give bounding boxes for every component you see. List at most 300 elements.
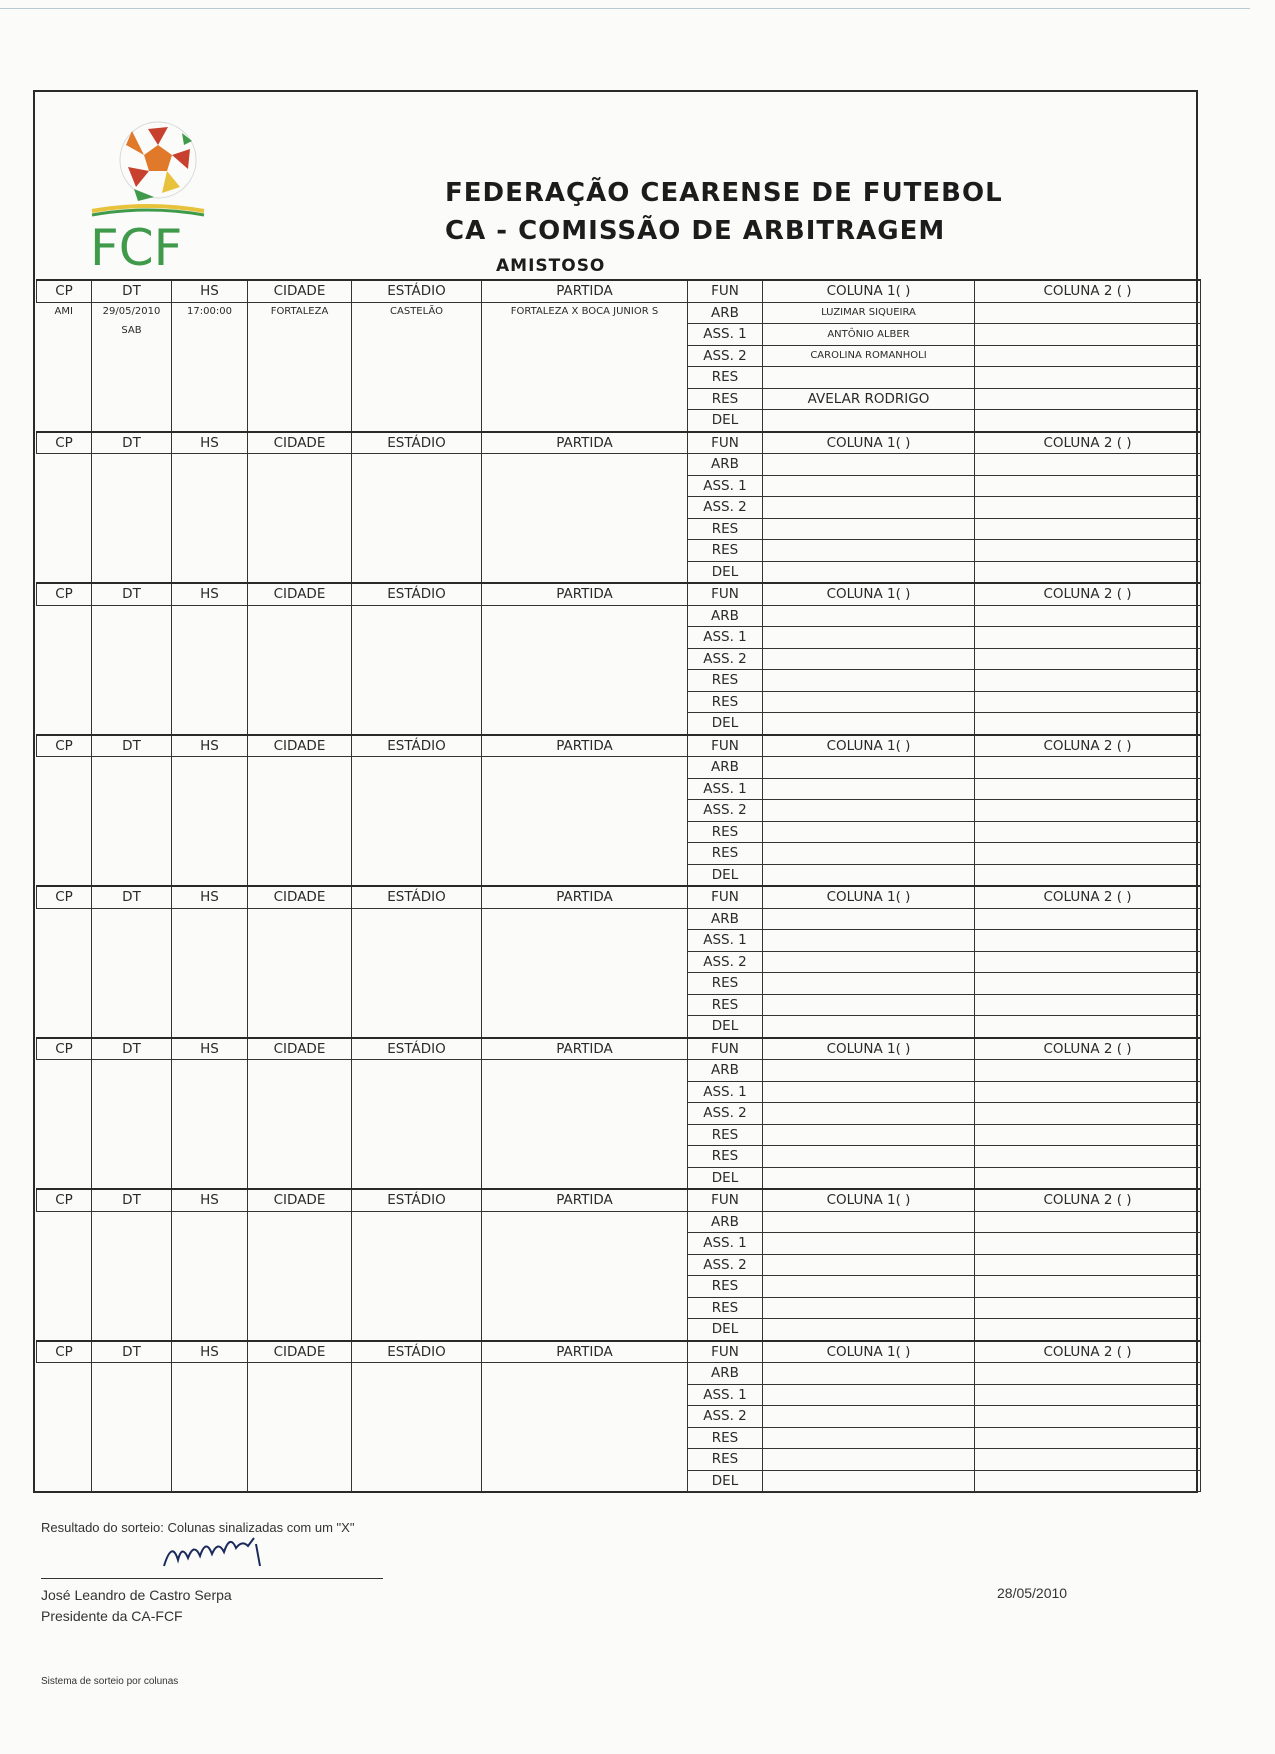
coluna2-cell xyxy=(975,648,1201,670)
match-estadio-cell xyxy=(352,1060,482,1190)
coluna1-cell xyxy=(763,1146,975,1168)
handwritten-signature xyxy=(160,1530,270,1572)
match-estadio-cell xyxy=(352,1363,482,1492)
match-partida-cell xyxy=(482,757,688,887)
col-estadio-header: ESTÁDIO xyxy=(352,886,482,908)
col-dt-header: DT xyxy=(92,1341,172,1363)
col-estadio-header: ESTÁDIO xyxy=(352,280,482,302)
function-label: ASS. 2 xyxy=(688,1254,763,1276)
coluna2-cell xyxy=(975,1319,1201,1341)
function-label: ARB xyxy=(688,302,763,324)
coluna2-cell xyxy=(975,843,1201,865)
match-cp: AMI xyxy=(54,305,73,317)
coluna1-cell xyxy=(763,518,975,540)
soccer-ball-icon xyxy=(120,122,196,201)
col-fun-header: FUN xyxy=(688,886,763,908)
function-label: RES xyxy=(688,1297,763,1319)
function-label: ARB xyxy=(688,605,763,627)
col-dt-header: DT xyxy=(92,432,172,454)
col-hs-header: HS xyxy=(172,886,248,908)
match-cidade-cell xyxy=(248,605,352,735)
col-dt-header: DT xyxy=(92,1038,172,1060)
coluna2-cell xyxy=(975,778,1201,800)
col-coluna2-header: COLUNA 2 ( ) xyxy=(975,1189,1201,1211)
function-label: ASS. 2 xyxy=(688,1103,763,1125)
match-cp-cell xyxy=(37,757,92,887)
col-fun-header: FUN xyxy=(688,1038,763,1060)
match-hs-cell xyxy=(172,302,248,432)
col-dt-header: DT xyxy=(92,583,172,605)
col-partida-header: PARTIDA xyxy=(482,886,688,908)
match-dt-cell xyxy=(92,1060,172,1190)
col-cidade-header: CIDADE xyxy=(248,886,352,908)
match-partida: FORTALEZA X BOCA JUNIOR S xyxy=(510,305,659,317)
block-header-row xyxy=(37,432,1201,454)
col-estadio-header: ESTÁDIO xyxy=(352,432,482,454)
coluna2-cell xyxy=(975,518,1201,540)
coluna2-cell xyxy=(975,994,1201,1016)
match-cp-cell xyxy=(37,302,92,432)
coluna1-cell xyxy=(763,930,975,952)
match-hs-cell xyxy=(172,757,248,887)
col-dt-header: DT xyxy=(92,280,172,302)
coluna1-cell xyxy=(763,1297,975,1319)
col-estadio-header: ESTÁDIO xyxy=(352,1341,482,1363)
coluna1-cell: AVELAR RODRIGO xyxy=(763,388,975,410)
col-hs-header: HS xyxy=(172,432,248,454)
coluna1-cell xyxy=(763,1167,975,1189)
coluna2-cell xyxy=(975,1233,1201,1255)
coluna2-cell xyxy=(975,1406,1201,1428)
match-partida-cell xyxy=(482,908,688,1038)
coluna1-cell xyxy=(763,648,975,670)
coluna2-cell xyxy=(975,1254,1201,1276)
coluna2-cell xyxy=(975,930,1201,952)
coluna2-cell xyxy=(975,1470,1201,1492)
match-estadio: CASTELÃO xyxy=(390,305,443,317)
assignment-table xyxy=(36,279,1201,1492)
coluna2-cell xyxy=(975,1427,1201,1449)
coluna2-cell xyxy=(975,497,1201,519)
block-header-row xyxy=(37,886,1201,908)
col-coluna2-header: COLUNA 2 ( ) xyxy=(975,1038,1201,1060)
coluna2-cell xyxy=(975,1297,1201,1319)
function-label: ASS. 1 xyxy=(688,1081,763,1103)
coluna2-cell xyxy=(975,691,1201,713)
coluna1-cell xyxy=(763,1470,975,1492)
coluna2-cell xyxy=(975,1081,1201,1103)
match-cp-cell xyxy=(37,908,92,1038)
coluna2-cell xyxy=(975,345,1201,367)
block-header-row xyxy=(37,1038,1201,1060)
col-cidade-header: CIDADE xyxy=(248,1038,352,1060)
coluna1-cell xyxy=(763,1384,975,1406)
coluna1-cell xyxy=(763,713,975,735)
col-coluna2-header: COLUNA 2 ( ) xyxy=(975,583,1201,605)
match-partida-cell xyxy=(482,1060,688,1190)
function-label: ARB xyxy=(688,1060,763,1082)
match-hs-cell xyxy=(172,908,248,1038)
coluna2-cell xyxy=(975,1103,1201,1125)
match-cidade-cell xyxy=(248,302,352,432)
col-coluna1-header: COLUNA 1( ) xyxy=(763,1341,975,1363)
block-header-row xyxy=(37,583,1201,605)
function-label: ASS. 2 xyxy=(688,648,763,670)
coluna2-cell xyxy=(975,367,1201,389)
function-row xyxy=(37,1363,1201,1385)
function-label: ASS. 1 xyxy=(688,324,763,346)
col-cp-header: CP xyxy=(37,280,92,302)
col-coluna1-header: COLUNA 1( ) xyxy=(763,886,975,908)
match-hs-cell xyxy=(172,454,248,584)
col-cp-header: CP xyxy=(37,886,92,908)
col-cidade-header: CIDADE xyxy=(248,1189,352,1211)
coluna1-cell xyxy=(763,1124,975,1146)
coluna2-cell xyxy=(975,1146,1201,1168)
match-cidade-cell xyxy=(248,454,352,584)
function-label: ASS. 2 xyxy=(688,497,763,519)
col-coluna2-header: COLUNA 2 ( ) xyxy=(975,280,1201,302)
match-dt-cell xyxy=(92,908,172,1038)
col-cidade-header: CIDADE xyxy=(248,1341,352,1363)
col-cp-header: CP xyxy=(37,432,92,454)
coluna2-cell xyxy=(975,1211,1201,1233)
function-label: DEL xyxy=(688,1016,763,1038)
col-cp-header: CP xyxy=(37,1341,92,1363)
match-dt-cell xyxy=(92,454,172,584)
function-label: RES xyxy=(688,1276,763,1298)
col-cidade-header: CIDADE xyxy=(248,432,352,454)
function-row xyxy=(37,1060,1201,1082)
match-dt: 29/05/2010 xyxy=(102,305,161,317)
col-estadio-header: ESTÁDIO xyxy=(352,1038,482,1060)
coluna1-cell xyxy=(763,627,975,649)
match-hs-cell xyxy=(172,1363,248,1492)
match-cidade-cell xyxy=(248,757,352,887)
match-estadio-cell xyxy=(352,908,482,1038)
match-dt-cell xyxy=(92,605,172,735)
coluna1-cell xyxy=(763,908,975,930)
col-coluna1-header: COLUNA 1( ) xyxy=(763,1189,975,1211)
col-coluna2-header: COLUNA 2 ( ) xyxy=(975,735,1201,757)
match-cp-cell xyxy=(37,1060,92,1190)
signer-role: Presidente da CA-FCF xyxy=(41,1608,183,1624)
function-label: RES xyxy=(688,367,763,389)
function-label: RES xyxy=(688,691,763,713)
function-row xyxy=(37,908,1201,930)
coluna1-cell xyxy=(763,1363,975,1385)
coluna1-cell: LUZIMAR SIQUEIRA xyxy=(763,302,975,324)
col-fun-header: FUN xyxy=(688,432,763,454)
col-fun-header: FUN xyxy=(688,583,763,605)
function-label: RES xyxy=(688,994,763,1016)
function-label: ARB xyxy=(688,1363,763,1385)
system-note: Sistema de sorteio por colunas xyxy=(41,1676,179,1687)
col-hs-header: HS xyxy=(172,1189,248,1211)
coluna1-cell xyxy=(763,1406,975,1428)
coluna2-cell xyxy=(975,757,1201,779)
coluna1-cell: CAROLINA ROMANHOLI xyxy=(763,345,975,367)
coluna2-cell xyxy=(975,605,1201,627)
signer-block xyxy=(41,1585,232,1627)
function-label: ASS. 2 xyxy=(688,345,763,367)
match-cidade-cell xyxy=(248,1211,352,1341)
function-label: DEL xyxy=(688,864,763,886)
match-hs-cell xyxy=(172,605,248,735)
col-cp-header: CP xyxy=(37,1189,92,1211)
coluna2-cell xyxy=(975,821,1201,843)
coluna1-cell: ANTÔNIO ALBER xyxy=(763,324,975,346)
col-hs-header: HS xyxy=(172,280,248,302)
col-cp-header: CP xyxy=(37,1038,92,1060)
coluna1-cell xyxy=(763,670,975,692)
coluna2-cell xyxy=(975,951,1201,973)
coluna2-cell xyxy=(975,1167,1201,1189)
function-label: RES xyxy=(688,973,763,995)
document-date: 28/05/2010 xyxy=(997,1585,1068,1601)
commission-title: CA - COMISSÃO DE ARBITRAGEM xyxy=(445,216,946,246)
col-hs-header: HS xyxy=(172,1038,248,1060)
function-row xyxy=(37,454,1201,476)
coluna2-cell xyxy=(975,540,1201,562)
function-label: RES xyxy=(688,1124,763,1146)
function-label: ARB xyxy=(688,454,763,476)
match-cidade-cell xyxy=(248,1060,352,1190)
function-label: DEL xyxy=(688,1319,763,1341)
coluna2-cell xyxy=(975,908,1201,930)
coluna1-cell xyxy=(763,1081,975,1103)
coluna1-cell xyxy=(763,454,975,476)
function-label: DEL xyxy=(688,561,763,583)
coluna2-cell xyxy=(975,1449,1201,1471)
col-partida-header: PARTIDA xyxy=(482,735,688,757)
coluna1-cell xyxy=(763,951,975,973)
col-hs-header: HS xyxy=(172,1341,248,1363)
coluna1-cell xyxy=(763,800,975,822)
match-partida-cell xyxy=(482,1363,688,1492)
col-estadio-header: ESTÁDIO xyxy=(352,583,482,605)
function-row xyxy=(37,757,1201,779)
match-estadio-cell xyxy=(352,302,482,432)
coluna2-cell xyxy=(975,475,1201,497)
function-label: DEL xyxy=(688,1470,763,1492)
coluna1-cell xyxy=(763,1276,975,1298)
match-cp-cell xyxy=(37,1211,92,1341)
coluna2-cell xyxy=(975,1384,1201,1406)
function-label: RES xyxy=(688,1427,763,1449)
function-label: ARB xyxy=(688,1211,763,1233)
federation-title: FEDERAÇÃO CEARENSE DE FUTEBOL xyxy=(445,178,1003,208)
col-dt-header: DT xyxy=(92,1189,172,1211)
block-header-row xyxy=(37,735,1201,757)
function-row xyxy=(37,302,1201,324)
function-row xyxy=(37,605,1201,627)
function-label: ASS. 1 xyxy=(688,1384,763,1406)
col-partida-header: PARTIDA xyxy=(482,1189,688,1211)
coluna2-cell xyxy=(975,1276,1201,1298)
coluna1-cell xyxy=(763,691,975,713)
coluna2-cell xyxy=(975,388,1201,410)
col-coluna1-header: COLUNA 1( ) xyxy=(763,280,975,302)
function-label: RES xyxy=(688,1449,763,1471)
competition-subtitle: AMISTOSO xyxy=(496,256,606,276)
function-label: ARB xyxy=(688,908,763,930)
coluna2-cell xyxy=(975,800,1201,822)
function-label: ASS. 2 xyxy=(688,951,763,973)
coluna2-cell xyxy=(975,561,1201,583)
match-cidade: FORTALEZA xyxy=(270,305,329,317)
block-header-row xyxy=(37,1189,1201,1211)
match-dt-cell xyxy=(92,302,172,432)
match-partida-cell xyxy=(482,1211,688,1341)
coluna1-cell xyxy=(763,1449,975,1471)
coluna1-cell xyxy=(763,864,975,886)
col-coluna1-header: COLUNA 1( ) xyxy=(763,735,975,757)
fcf-logo xyxy=(88,115,228,275)
col-coluna2-header: COLUNA 2 ( ) xyxy=(975,886,1201,908)
coluna1-cell xyxy=(763,1427,975,1449)
function-label: ASS. 1 xyxy=(688,627,763,649)
coluna1-cell xyxy=(763,757,975,779)
function-label: ASS. 1 xyxy=(688,930,763,952)
coluna2-cell xyxy=(975,324,1201,346)
match-cp-cell xyxy=(37,605,92,735)
signature-line xyxy=(41,1578,383,1579)
match-partida-cell xyxy=(482,302,688,432)
function-label: DEL xyxy=(688,1167,763,1189)
col-hs-header: HS xyxy=(172,735,248,757)
coluna2-cell xyxy=(975,1060,1201,1082)
col-estadio-header: ESTÁDIO xyxy=(352,735,482,757)
col-fun-header: FUN xyxy=(688,735,763,757)
col-partida-header: PARTIDA xyxy=(482,583,688,605)
coluna1-cell xyxy=(763,605,975,627)
match-estadio-cell xyxy=(352,757,482,887)
function-label: ASS. 1 xyxy=(688,1233,763,1255)
col-cidade-header: CIDADE xyxy=(248,280,352,302)
coluna2-cell xyxy=(975,670,1201,692)
function-label: ASS. 2 xyxy=(688,1406,763,1428)
match-estadio-cell xyxy=(352,605,482,735)
function-label: RES xyxy=(688,670,763,692)
coluna2-cell xyxy=(975,1016,1201,1038)
match-cidade-cell xyxy=(248,908,352,1038)
col-cidade-header: CIDADE xyxy=(248,735,352,757)
coluna1-cell xyxy=(763,1016,975,1038)
coluna2-cell xyxy=(975,713,1201,735)
coluna1-cell xyxy=(763,994,975,1016)
coluna2-cell xyxy=(975,410,1201,432)
match-partida-cell xyxy=(482,454,688,584)
col-coluna2-header: COLUNA 2 ( ) xyxy=(975,432,1201,454)
logo-text: FCF xyxy=(90,219,183,275)
function-label: RES xyxy=(688,821,763,843)
coluna1-cell xyxy=(763,497,975,519)
match-dt-cell xyxy=(92,1211,172,1341)
match-estadio-cell xyxy=(352,454,482,584)
col-partida-header: PARTIDA xyxy=(482,1038,688,1060)
col-cidade-header: CIDADE xyxy=(248,583,352,605)
match-day: SAB xyxy=(121,324,142,336)
function-label: ASS. 1 xyxy=(688,475,763,497)
coluna1-cell xyxy=(763,821,975,843)
col-coluna2-header: COLUNA 2 ( ) xyxy=(975,1341,1201,1363)
col-hs-header: HS xyxy=(172,583,248,605)
function-row xyxy=(37,1211,1201,1233)
col-cp-header: CP xyxy=(37,583,92,605)
match-estadio-cell xyxy=(352,1211,482,1341)
coluna1-cell xyxy=(763,475,975,497)
coluna1-cell xyxy=(763,1060,975,1082)
col-dt-header: DT xyxy=(92,735,172,757)
col-partida-header: PARTIDA xyxy=(482,280,688,302)
coluna1-cell xyxy=(763,540,975,562)
coluna2-cell xyxy=(975,627,1201,649)
function-label: ASS. 1 xyxy=(688,778,763,800)
function-label: DEL xyxy=(688,713,763,735)
function-label: ARB xyxy=(688,757,763,779)
coluna1-cell xyxy=(763,367,975,389)
coluna1-cell xyxy=(763,1254,975,1276)
function-label: RES xyxy=(688,540,763,562)
col-cp-header: CP xyxy=(37,735,92,757)
coluna2-cell xyxy=(975,1363,1201,1385)
col-coluna1-header: COLUNA 1( ) xyxy=(763,1038,975,1060)
col-coluna1-header: COLUNA 1( ) xyxy=(763,432,975,454)
match-dt-cell xyxy=(92,1363,172,1492)
coluna1-cell xyxy=(763,410,975,432)
function-label: DEL xyxy=(688,410,763,432)
signer-name: José Leandro de Castro Serpa xyxy=(41,1587,232,1603)
block-header-row xyxy=(37,280,1201,302)
scan-top-line xyxy=(0,8,1250,9)
coluna1-cell xyxy=(763,1211,975,1233)
coluna1-cell xyxy=(763,843,975,865)
match-hs: 17:00:00 xyxy=(187,305,232,317)
coluna1-cell xyxy=(763,778,975,800)
function-label: ASS. 2 xyxy=(688,800,763,822)
block-header-row xyxy=(37,1341,1201,1363)
function-label: RES xyxy=(688,843,763,865)
coluna2-cell xyxy=(975,302,1201,324)
function-label: RES xyxy=(688,1146,763,1168)
match-hs-cell xyxy=(172,1211,248,1341)
coluna1-cell xyxy=(763,1233,975,1255)
coluna2-cell xyxy=(975,1124,1201,1146)
coluna1-cell xyxy=(763,561,975,583)
coluna2-cell xyxy=(975,973,1201,995)
col-partida-header: PARTIDA xyxy=(482,1341,688,1363)
coluna1-cell xyxy=(763,973,975,995)
match-cp-cell xyxy=(37,454,92,584)
col-coluna1-header: COLUNA 1( ) xyxy=(763,583,975,605)
function-label: RES xyxy=(688,518,763,540)
coluna1-cell xyxy=(763,1103,975,1125)
col-partida-header: PARTIDA xyxy=(482,432,688,454)
coluna1-cell xyxy=(763,1319,975,1341)
match-cp-cell xyxy=(37,1363,92,1492)
match-hs-cell xyxy=(172,1060,248,1190)
match-partida-cell xyxy=(482,605,688,735)
coluna2-cell xyxy=(975,864,1201,886)
col-estadio-header: ESTÁDIO xyxy=(352,1189,482,1211)
col-fun-header: FUN xyxy=(688,1189,763,1211)
col-fun-header: FUN xyxy=(688,1341,763,1363)
col-dt-header: DT xyxy=(92,886,172,908)
coluna2-cell xyxy=(975,454,1201,476)
function-label: RES xyxy=(688,388,763,410)
draw-result-note: Resultado do sorteio: Colunas sinalizadas com um "X" xyxy=(41,1520,355,1535)
